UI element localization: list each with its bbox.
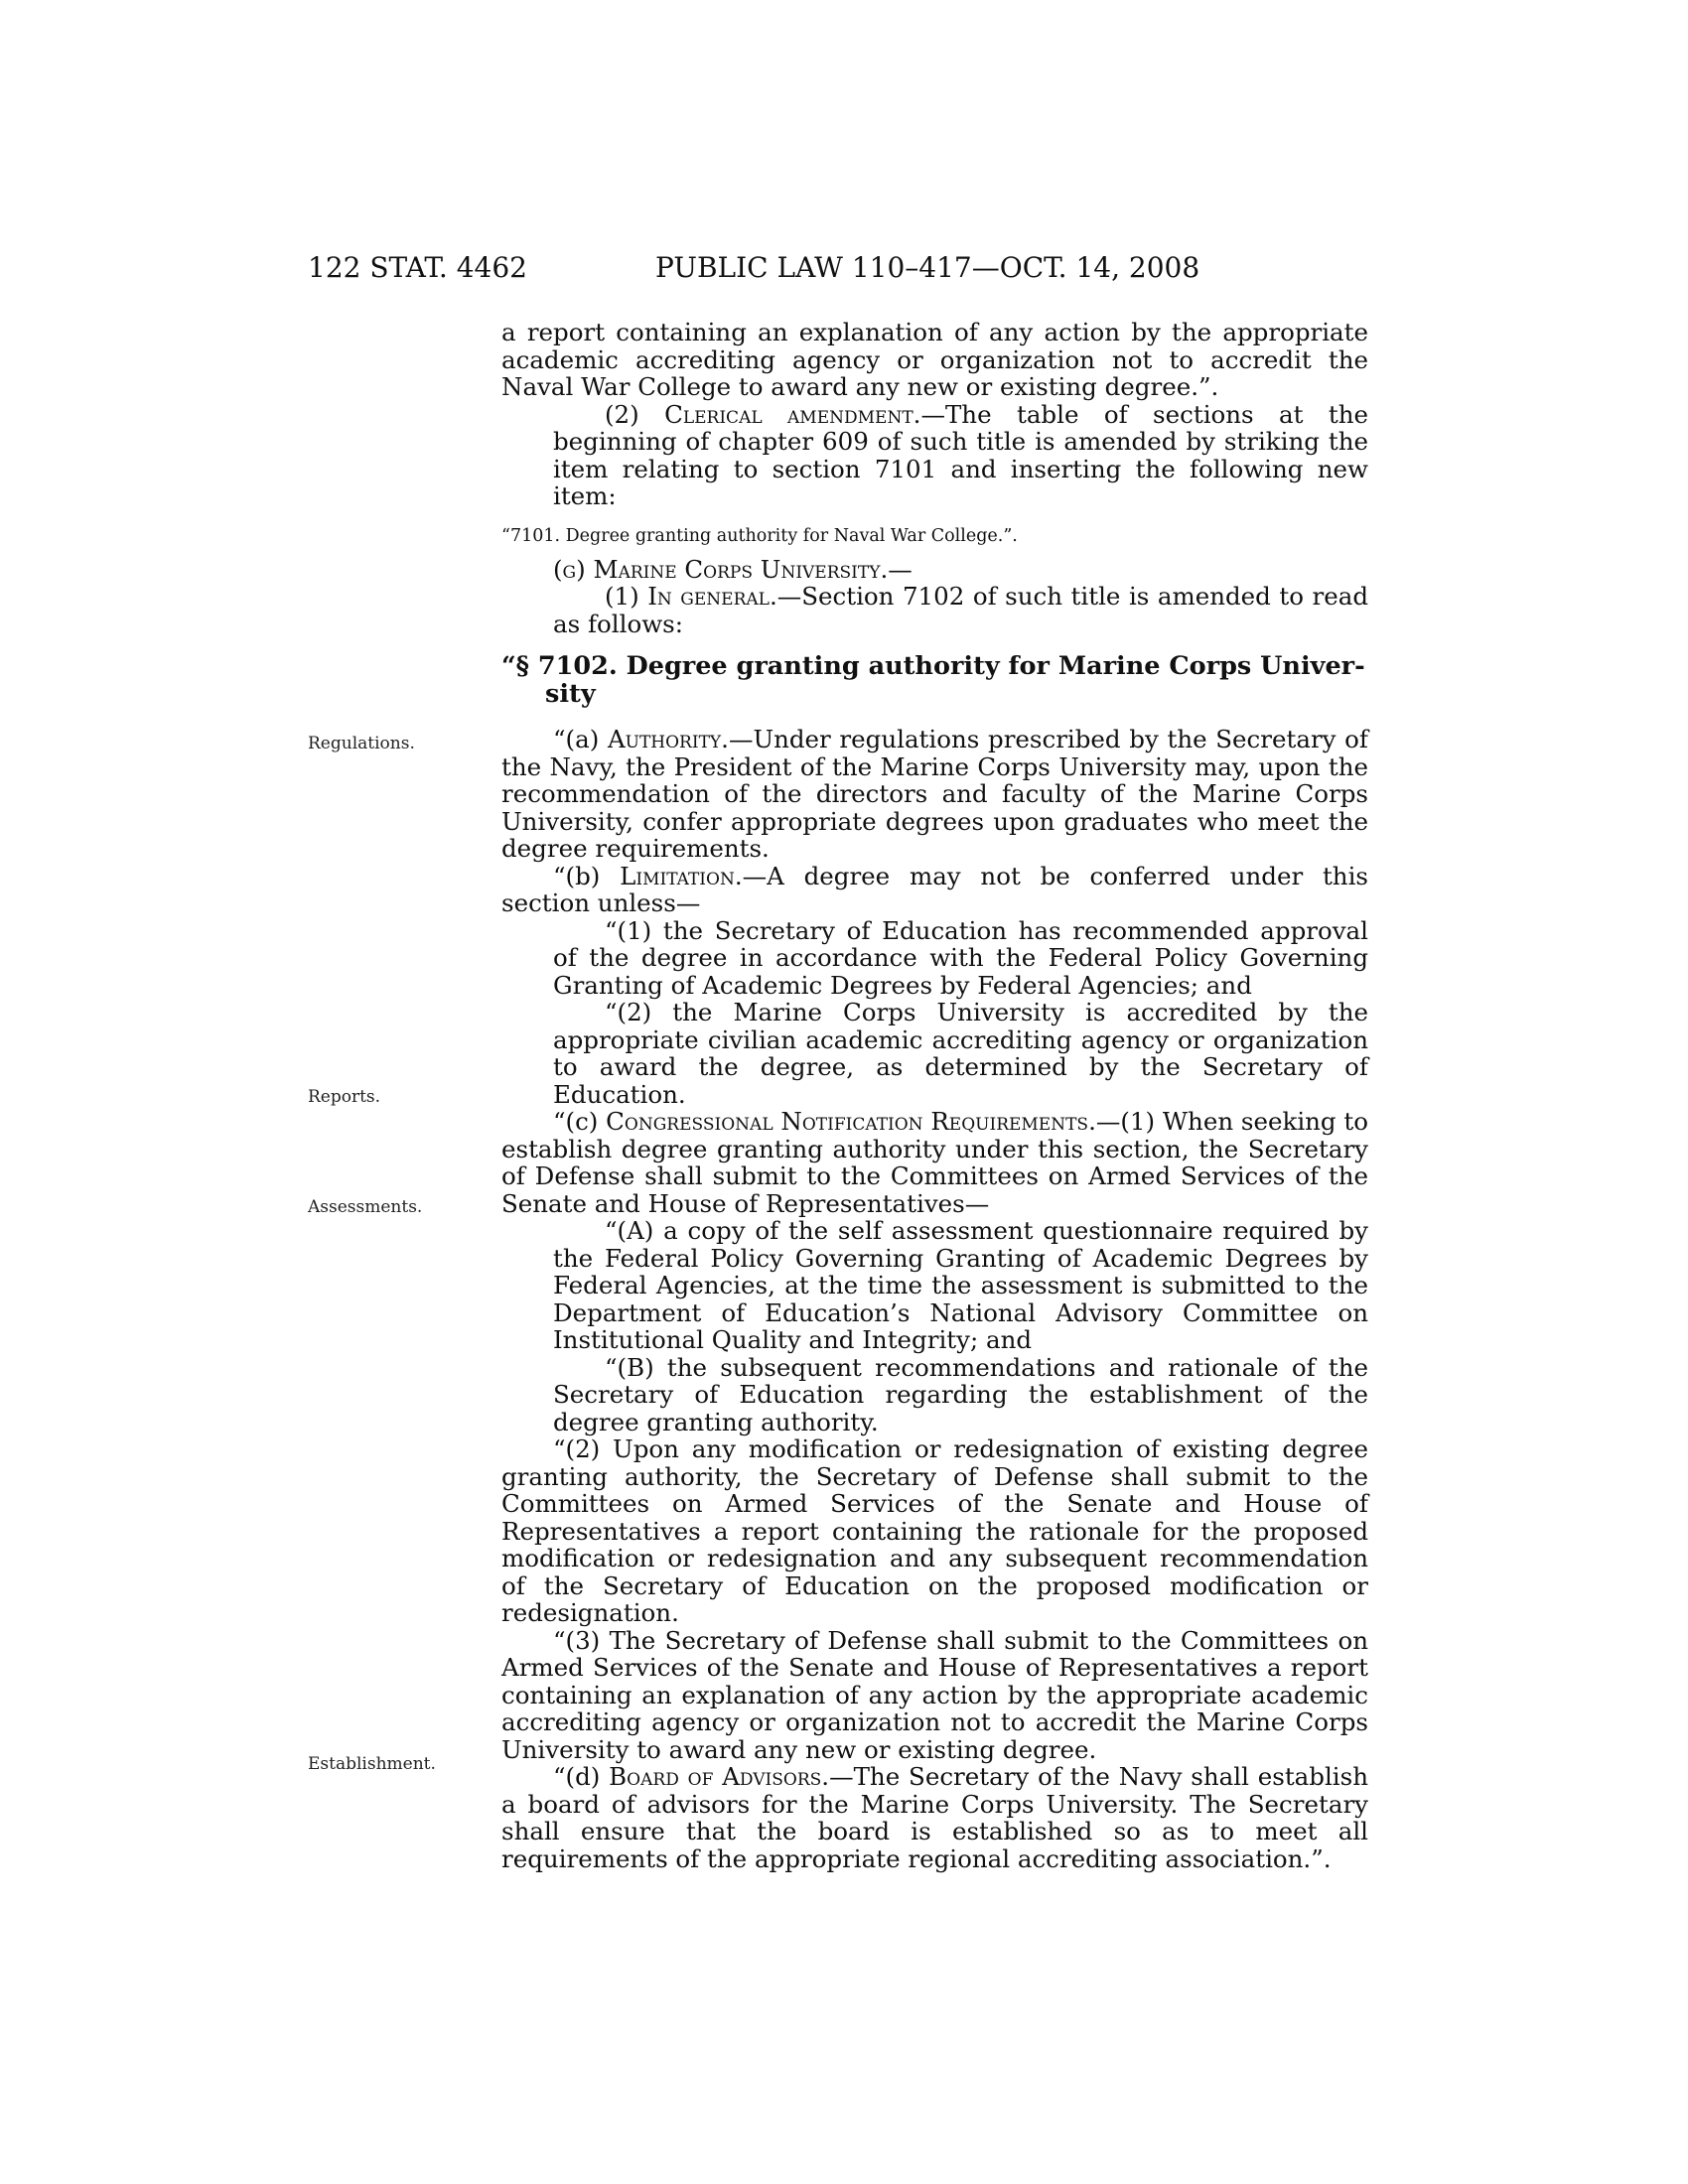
subsection-b-label: Limitation. (620, 861, 743, 890)
subsection-c-text: —(1) When seeking to establish degree granting authority under this section, the Secretary of Defense shall submit to the Committees on Armed Services of the Senate and House of Representatives— (501, 1107, 1369, 1218)
subsection-g-dash: — (888, 554, 913, 584)
paragraph-in-general (553, 583, 1368, 637)
subsection-a (501, 726, 1368, 863)
in-general-text: —Section 7102 of such title is amended to read as follows: (553, 582, 1368, 638)
section-heading-line2: sity (545, 679, 596, 709)
subsection-a-text: —Under regulations prescribed by the Secretary of the Navy, the President of the Marine Corps University may, upon the recommendation of the directors and faculty of the Marine Corps University, confer appropriate degrees upon graduates who meet the degree requirements. (501, 725, 1368, 863)
subsection-b (501, 863, 1368, 917)
paragraph-c2: “(2) Upon any modification or redesignation of existing degree granting authority, the Secretary of Defense shall submit to the Committees on Armed Services of the Senate and House of Representatives a report containing the rationale for the proposed modification or redesignation and any subsequent recommendation of the Secretary of Education on the proposed modification or redesignation. (501, 1434, 1368, 1627)
text-column (501, 319, 1368, 1872)
subsection-d-label: Board of Advisors. (609, 1762, 830, 1791)
table-of-sections-item: “7101. Degree granting authority for Naval War College.”. (501, 525, 1018, 546)
paragraph-cB: “(B) the subsequent recommendations and rationale of the Secretary of Education regarding the establishment of the degree granting authority. (553, 1352, 1368, 1436)
subsection-c-prefix: “(c) (553, 1107, 607, 1136)
paragraph-clerical-amendment (553, 401, 1368, 510)
clerical-amendment-text: —The table of sections at the beginning of chapter 609 of such title is amended by striking the item relating to section 7101 and inserting the following new item: (553, 399, 1368, 510)
running-head (308, 248, 1301, 288)
subsection-a-label: Authority. (607, 725, 729, 753)
margin-note-establishment: Establishment. (308, 1754, 436, 1774)
subsection-c (501, 1108, 1368, 1217)
paragraph-b2: “(2) the Marine Corps University is accredited by the appropriate civilian academic accrediting agency or organization to award the degree, as determined by the Secretary of Education. (553, 998, 1368, 1109)
subsection-g-heading (501, 556, 1368, 584)
margin-note-reports: Reports. (308, 1087, 381, 1107)
margin-note-assessments: Assessments. (308, 1197, 423, 1217)
section-heading-line1: “§ 7102. Degree granting authority for Marine Corps Univer- (501, 651, 1365, 681)
paragraph-b1: “(1) the Secretary of Education has recommended approval of the degree in accordance with the Federal Policy Governing Granting of Academic Degrees by Federal Agencies; and (553, 915, 1368, 1000)
subsection-d (501, 1763, 1368, 1872)
subsection-c-label: Congressional Notification Requirements. (606, 1107, 1096, 1136)
subsection-d-prefix: “(d) (553, 1762, 610, 1791)
margin-note-regulations: Regulations. (308, 734, 415, 753)
paragraph-c3: “(3) The Secretary of Defense shall submit to the Committees on Armed Services of the Senate and House of Representatives a report containing an explanation of any action by the appropriate academic accrediting agency or organization not to accredit the Marine Corps University to award any new or existing degree. (501, 1625, 1368, 1764)
paragraph-cA: “(A) a copy of the self assessment questionnaire required by the Federal Policy Governing Granting of Academic Degrees by Federal Agencies, at the time the assessment is submitted to the Department of Education’s National Advisory Committee on Institutional Quality and Integrity; and (553, 1216, 1368, 1354)
subsection-b-text: —A degree may not be conferred under this section unless— (501, 861, 1368, 917)
in-general-label: (1) In general. (605, 582, 777, 611)
subsection-d-text: —The Secretary of the Navy shall establish a board of advisors for the Marine Corps University. The Secretary shall ensure that the board is established so as to meet all requirements of the appropriate regional accrediting association.”. (501, 1762, 1368, 1873)
public-law-citation: PUBLIC LAW 110–417—OCT. 14, 2008 (655, 251, 1200, 284)
subsection-g-label: (g) Marine Corps University. (553, 554, 889, 584)
paragraph-continuation: a report containing an explanation of any action by the appropriate academic accrediting agency or organization not to accredit the Naval War College to award any new or existing degree.”. (501, 318, 1368, 401)
statute-page-number: 122 STAT. 4462 (308, 251, 527, 284)
subsection-a-prefix: “(a) (553, 725, 608, 753)
subsection-b-prefix: “(b) (553, 861, 621, 890)
clerical-amendment-label: (2) Clerical amendment. (605, 399, 921, 429)
section-heading (501, 652, 1368, 708)
